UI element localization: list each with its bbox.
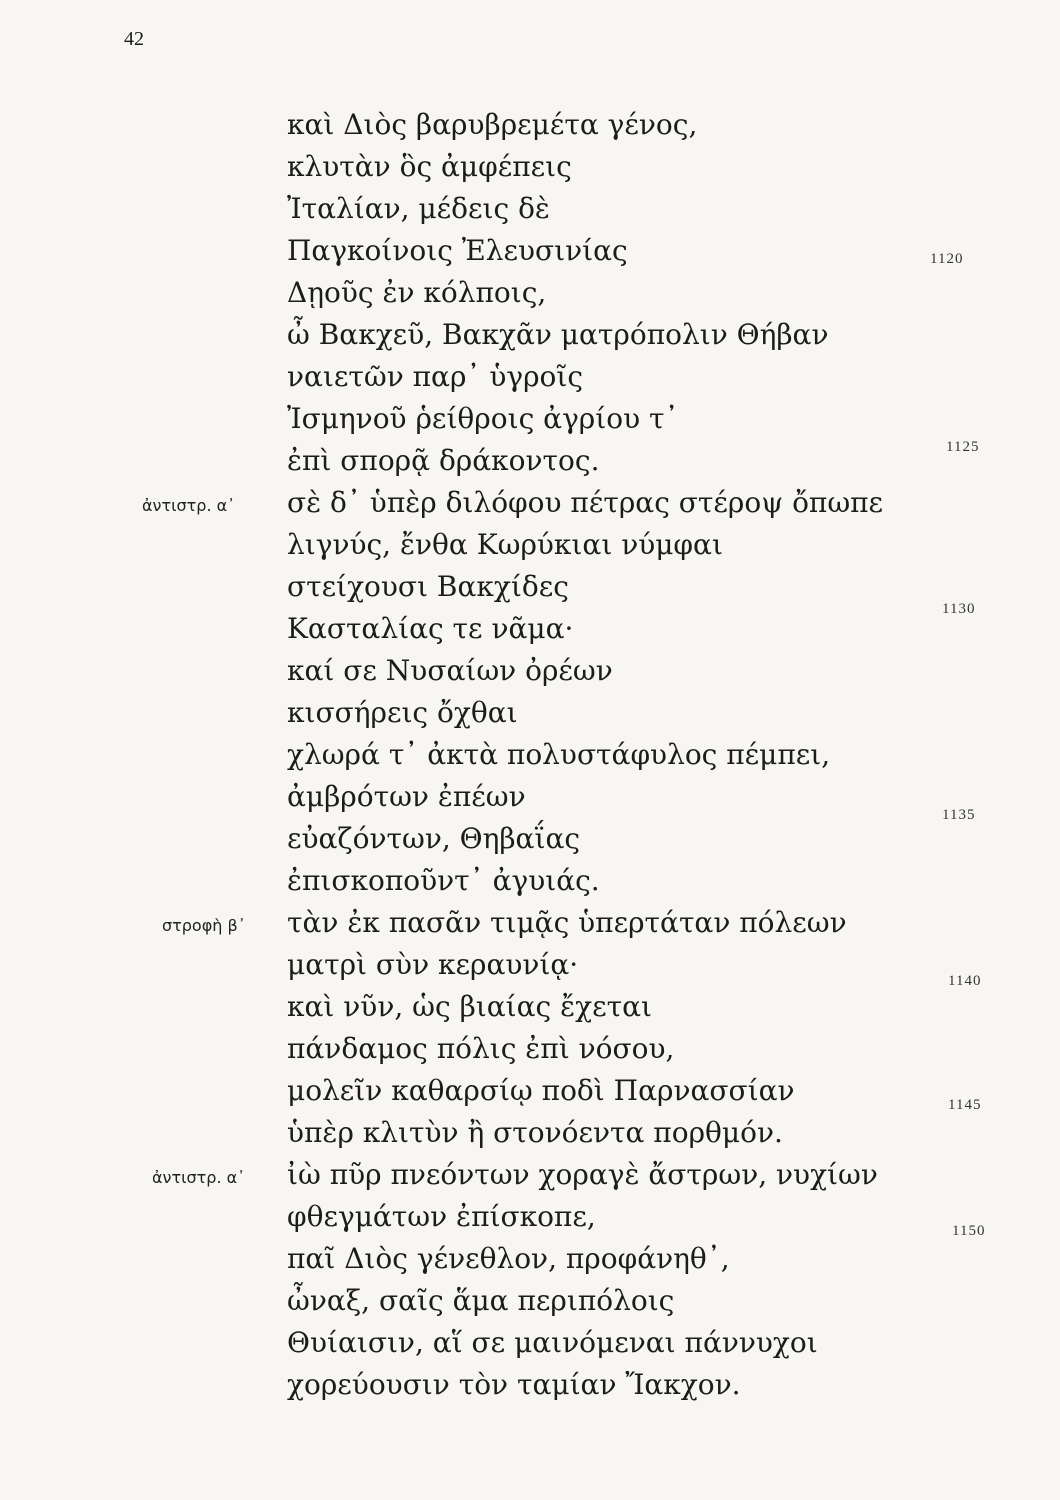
verse-line: φθεγμάτων ἐπίσκοπε, [287,1200,596,1233]
verse-line: πάνδαμος πόλις ἐπὶ νόσου, [287,1032,675,1065]
verse-line: χλωρά τ᾽ ἀκτὰ πολυστάφυλος πέμπει, [287,738,831,771]
verse-line: ἀμβρότων ἐπέων [287,780,526,813]
page-number: 42 [124,28,144,50]
verse-line: παῖ Διὸς γένεθλον, προφάνηθ᾽, [287,1242,730,1275]
verse-line: κισσήρεις ὄχθαι [287,696,518,729]
verse-line: ματρὶ σὺν κεραυνίᾳ· [287,948,579,981]
verse-line: ὦ Βακχεῦ, Βακχᾶν ματρόπολιν Θήβαν [287,318,829,351]
verse-line: χορεύουσιν τὸν ταμίαν Ἴακχον. [287,1368,741,1401]
verse-line: εὐαζόντων, Θηβαΐας [287,822,581,855]
verse-line: Δῃοῦς ἐν κόλποις, [287,276,547,309]
verse-line: Θυίαισιν, αἵ σε μαινόμεναι πάννυχοι [287,1326,818,1359]
verse-line: ἰὼ πῦρ πνεόντων χοραγὲ ἄστρων, νυχίων [287,1158,878,1191]
section-label-strophe: στροφὴ β᾽ [162,916,246,935]
verse-line: ἐπισκοποῦντ᾽ ἀγυιάς. [287,864,600,897]
verse-line: Ἰσμηνοῦ ῥείθροις ἀγρίου τ᾽ [287,402,679,435]
verse-line: κλυτὰν ὃς ἀμφέπεις [287,150,572,183]
line-number: 1140 [948,973,982,989]
section-label-antistrophe: ἀντιστρ. α᾽ [142,496,236,515]
verse-line: καί σε Νυσαίων ὀρέων [287,654,613,687]
verse-line: ναιετῶν παρ᾽ ὑγροῖς [287,360,584,393]
verse-line: καὶ Διὸς βαρυβρεμέτα γένος, [287,108,698,141]
verse-line: μολεῖν καθαρσίῳ ποδὶ Παρνασσίαν [287,1074,795,1107]
verse-line: στείχουσι Βακχίδες [287,570,569,603]
verse-line: σὲ δ᾽ ὑπὲρ διλόφου πέτρας στέροψ ὄπωπε [287,486,884,519]
verse-line: ὑπὲρ κλιτὺν ἢ στονόεντα πορθμόν. [287,1116,783,1149]
verse-line: Κασταλίας τε νᾶμα· [287,612,574,645]
line-number: 1145 [948,1097,982,1113]
verse-line: ἐπὶ σπορᾷ δράκοντος. [287,444,600,477]
line-number: 1125 [946,439,980,455]
line-number: 1135 [942,807,976,823]
section-label-antistrophe: ἀντιστρ. α᾽ [152,1168,246,1187]
line-number: 1150 [952,1223,986,1239]
verse-line: λιγνύς, ἔνθα Κωρύκιαι νύμφαι [287,528,723,561]
verse-line: Παγκοίνοις Ἐλευσινίας [287,234,628,267]
verse-line: καὶ νῦν, ὡς βιαίας ἔχεται [287,990,652,1023]
verse-line: Ἰταλίαν, μέδεις δὲ [287,192,550,225]
line-number: 1130 [942,601,976,617]
line-number: 1120 [930,251,964,267]
verse-line: τὰν ἐκ πασᾶν τιμᾷς ὑπερτάταν πόλεων [287,906,847,939]
verse-line: ὦναξ, σαῖς ἅμα περιπόλοις [287,1284,675,1317]
